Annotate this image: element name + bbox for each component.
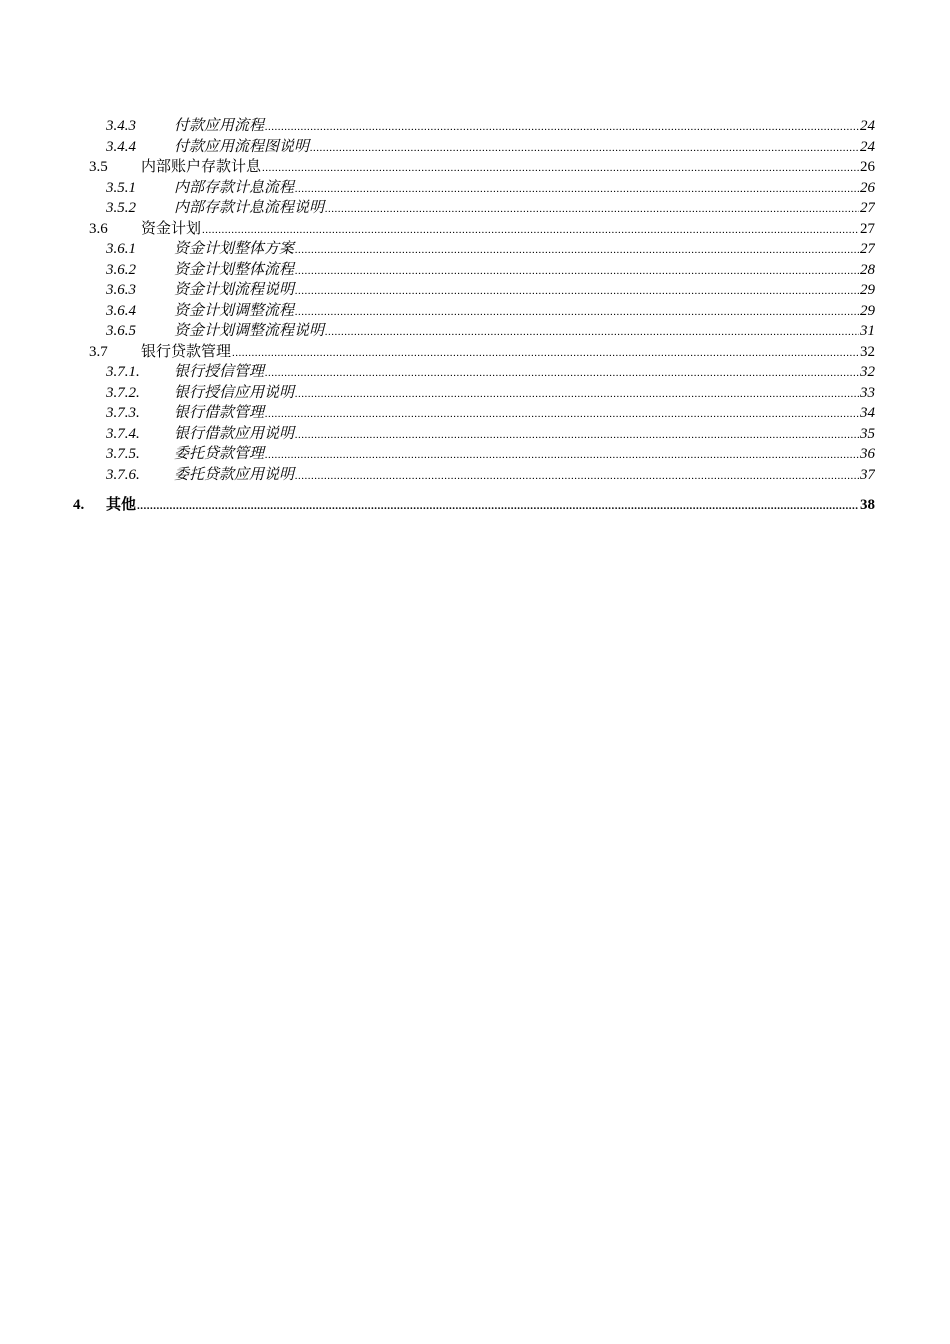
toc-entry-page: 38 [860,497,875,513]
toc-entry-page: 31 [860,323,875,339]
toc-entry-3-7-6[interactable] [0,465,950,486]
toc-entry-number: 3.6.1 [106,241,136,257]
toc-entry-title: 资金计划调整流程 [174,302,295,319]
toc-entry-title: 银行贷款管理 [141,343,232,360]
toc-entry-title: 委托贷款应用说明 [174,466,295,483]
toc-entry-page: 29 [860,282,875,298]
toc-entry-number: 3.6 [89,220,108,237]
toc-leader-dots [295,302,859,323]
toc-leader-dots [265,117,859,138]
toc-entry-3-4-3[interactable] [0,116,950,137]
toc-entry-3-6-5[interactable] [0,321,950,342]
toc-entry-page: 35 [860,425,875,442]
toc-entry-3-5[interactable] [0,157,950,178]
toc-entry-title: 其他 [106,497,137,513]
toc-entry-number: 3.7 [89,343,108,360]
toc-entry-page: 27 [860,241,875,257]
toc-leader-dots [295,240,859,261]
table-of-contents [0,116,950,516]
toc-leader-dots [265,363,859,384]
toc-entry-3-7-4[interactable] [0,424,950,445]
toc-entry-number: 3.5 [89,159,108,175]
toc-entry-title: 内部存款计息流程 [174,179,295,196]
toc-entry-page: 24 [860,138,875,155]
toc-entry-title: 资金计划流程说明 [174,282,295,298]
toc-entry-page: 26 [860,179,875,196]
toc-leader-dots [295,261,859,282]
toc-entry-3-6-4[interactable] [0,301,950,322]
toc-leader-dots [262,158,859,179]
toc-entry-3-6-3[interactable] [0,280,950,301]
toc-entry-number: 3.7.4. [106,425,140,442]
toc-entry-number: 3.5.1 [106,179,136,196]
toc-leader-dots [265,445,859,466]
toc-entry-page: 26 [860,159,875,175]
toc-entry-number: 3.6.4 [106,302,136,319]
toc-entry-3-7-3[interactable] [0,403,950,424]
toc-entry-3-5-2[interactable] [0,198,950,219]
toc-entry-title: 资金计划调整流程说明 [174,323,325,339]
toc-leader-dots [295,281,859,302]
toc-entry-3-5-1[interactable] [0,178,950,199]
toc-entry-page: 37 [860,466,875,483]
toc-leader-dots [325,322,859,343]
toc-leader-dots [295,466,859,487]
toc-entry-number: 3.7.6. [106,466,140,483]
toc-entry-page: 29 [860,302,875,319]
toc-entry-number: 4. [73,497,85,513]
toc-entry-page: 32 [860,343,875,360]
toc-entry-title: 银行授信管理 [174,364,265,380]
toc-leader-dots [295,384,859,405]
toc-entry-3-7-2[interactable] [0,383,950,404]
toc-entry-page: 27 [860,220,875,237]
toc-entry-3-4-4[interactable] [0,137,950,158]
toc-entry-number: 3.7.3. [106,405,140,421]
toc-entry-3-6-1[interactable] [0,239,950,260]
toc-entry-title: 资金计划整体方案 [174,241,295,257]
toc-entry-number: 3.4.4 [106,138,136,155]
toc-entry-page: 32 [860,364,875,380]
toc-entry-number: 3.6.2 [106,261,136,278]
toc-entry-title: 银行借款应用说明 [174,425,295,442]
toc-leader-dots [232,343,859,364]
toc-entry-3-7-5[interactable] [0,444,950,465]
toc-entry-4[interactable] [0,495,950,516]
toc-entry-number: 3.5.2 [106,200,136,216]
toc-entry-3-6[interactable] [0,219,950,240]
toc-entry-title: 银行授信应用说明 [174,384,295,401]
toc-leader-dots [310,138,859,159]
toc-entry-title: 内部存款计息流程说明 [174,200,325,216]
toc-entry-3-6-2[interactable] [0,260,950,281]
toc-leader-dots [295,425,859,446]
toc-entry-title: 付款应用流程图说明 [174,138,310,155]
toc-entry-number: 3.4.3 [106,118,136,134]
toc-entry-title: 资金计划整体流程 [174,261,295,278]
toc-entry-number: 3.6.5 [106,323,136,339]
toc-entry-3-7[interactable] [0,342,950,363]
toc-entry-page: 24 [860,118,875,134]
toc-entry-title: 委托贷款管理 [174,446,265,462]
toc-entry-number: 3.7.5. [106,446,140,462]
toc-leader-dots [202,220,859,241]
toc-entry-title: 内部账户存款计息 [141,159,262,175]
toc-entry-title: 资金计划 [141,220,202,237]
toc-entry-page: 34 [860,405,875,421]
toc-leader-dots [325,199,859,220]
toc-entry-page: 33 [860,384,875,401]
toc-leader-dots [295,179,859,200]
toc-entry-number: 3.6.3 [106,282,136,298]
toc-entry-page: 36 [860,446,875,462]
toc-leader-dots [137,496,859,517]
toc-entry-page: 28 [860,261,875,278]
toc-leader-dots [265,404,859,425]
toc-entry-number: 3.7.1. [106,364,140,380]
toc-entry-page: 27 [860,200,875,216]
toc-entry-title: 银行借款管理 [174,405,265,421]
toc-entry-number: 3.7.2. [106,384,140,401]
toc-entry-title: 付款应用流程 [174,118,265,134]
toc-entry-3-7-1[interactable] [0,362,950,383]
